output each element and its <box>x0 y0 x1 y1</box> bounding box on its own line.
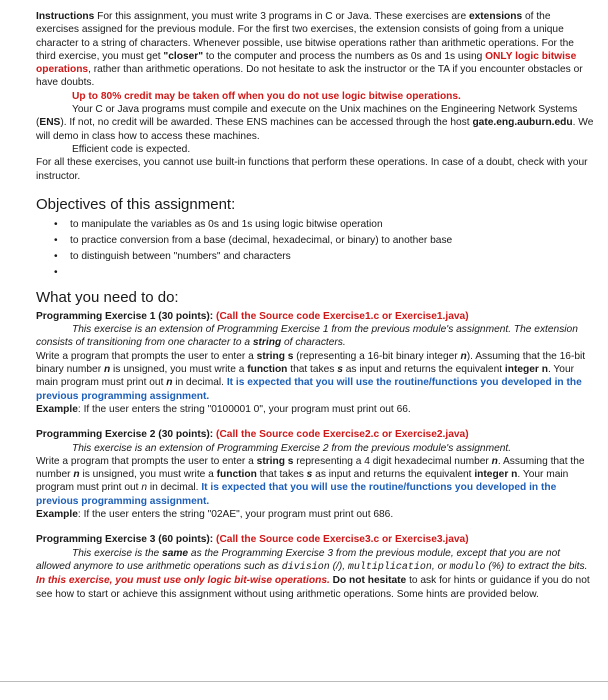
text: as the Programming Exercise 3 from the previous module, except that you are not allowed anymore to use arithmetic operations such as <box>36 547 561 572</box>
exercise3-body <box>36 547 594 601</box>
text: ). Assuming that the 16-bit binary number <box>36 350 586 376</box>
text: . Assuming that the number <box>36 455 585 481</box>
text-bold: Do not hesitate <box>329 575 407 587</box>
source-filename: (Call the Source code Exercise3.c or Exercise3.java) <box>216 534 469 546</box>
text: : If the user enters the string "02AE", your program must print out 686. <box>77 509 394 521</box>
text: is unsigned, you must write a <box>79 469 217 481</box>
exercise2-title <box>36 428 594 441</box>
text: is unsigned, you must write a <box>110 364 248 376</box>
text-bold: n <box>491 455 498 467</box>
efficient-line: Efficient code is expected. <box>72 143 191 155</box>
text: as input and returns the equivalent <box>312 469 475 481</box>
text-bold: string s <box>256 455 294 467</box>
text: . We will demo in class how to access these machines. <box>36 117 594 142</box>
todo-heading: What you need to do: <box>36 288 179 306</box>
text-bold: integer n <box>474 469 518 481</box>
text-bold: Programming Exercise 1 (30 points): <box>36 310 217 322</box>
text: in decimal. <box>172 377 227 389</box>
text-bold: Programming Exercise 3 (60 points): <box>36 534 217 546</box>
list-item-text: to distinguish between "numbers" and characters <box>70 250 291 262</box>
text-bold: s <box>337 364 343 376</box>
text: to the computer and process the numbers as 0s and 1s using <box>203 50 486 62</box>
text-blue: It is expected that you will use the routine/functions you developed in the previous programming assignment. <box>36 482 557 507</box>
text-bold: n <box>103 364 111 376</box>
text: in decimal. <box>146 482 202 494</box>
code-text: modulo <box>449 561 486 573</box>
text: . Your main program must print out <box>36 469 569 494</box>
text-bold: string s <box>256 350 294 362</box>
text-bold: extensions <box>468 11 523 22</box>
bullet-icon: • <box>54 266 58 278</box>
text-bold: n <box>73 469 80 481</box>
list-item <box>54 217 594 233</box>
code-text: multiplication <box>347 561 432 573</box>
objectives-heading: Objectives of this assignment: <box>36 195 236 213</box>
text: representing a 4 digit hexadecimal number <box>293 455 492 467</box>
list-item-text: to manipulate the variables as 0s and 1s using logic bitwise operation <box>70 218 383 230</box>
text-bold: function <box>216 469 257 481</box>
exercise1-title <box>36 310 594 323</box>
bullet-icon: • <box>54 234 58 246</box>
exercise3-title <box>36 533 594 546</box>
text: This exercise is an extension of Programming Exercise 1 from the previous module's assignment. The extension consists of transitioning from one character to a <box>36 324 578 349</box>
exercise1-body <box>36 350 594 403</box>
text: that takes <box>287 364 338 376</box>
text: For this assignment, you must write 3 programs in C or Java. These exercises are <box>94 11 469 22</box>
text: (representing a 16-bit binary integer <box>293 350 461 362</box>
text-bold: n <box>166 377 173 389</box>
text: Write a program that prompts the user to enter a <box>36 350 257 362</box>
objectives-list <box>36 217 594 281</box>
text: to ask for hints or guidance if you do not see how to start or achieve this assignment without using arithmetic operations. Some hints are provided below. <box>36 575 590 600</box>
exercise2-intro <box>36 442 594 455</box>
builtin-paragraph: For all these exercises, you cannot use built-in functions that perform these operations. In case of a doubt, check with your instructor. <box>36 157 588 182</box>
text-bold: s <box>306 469 313 481</box>
exercise2-body <box>36 455 594 508</box>
source-filename: (Call the Source code Exercise2.c or Exercise2.java) <box>216 429 469 441</box>
ens-paragraph <box>36 103 594 143</box>
text: This exercise is an extension of Programming Exercise 2 from the previous module's assignment. <box>72 442 512 454</box>
text-bold: string <box>252 337 282 349</box>
text-red: ONLY logic bitwise operations <box>36 50 577 76</box>
bottom-divider <box>0 681 608 682</box>
text-bold: n <box>460 350 467 362</box>
text: (/), <box>329 560 348 572</box>
source-filename: (Call the Source code Exercise1.c or Exercise1.java) <box>216 310 469 322</box>
text-bold: function <box>247 364 288 376</box>
text-bold: "closer" <box>163 50 204 62</box>
text-bold: integer n <box>504 364 548 376</box>
text-red: In this exercise, you must use only logic bit-wise operations. <box>36 575 330 587</box>
exercise1-intro <box>36 323 594 350</box>
instructions-label: Instructions <box>36 11 95 22</box>
exercise1-example <box>36 403 594 416</box>
code-text: division <box>281 561 330 573</box>
text: ). If not, no credit will be awarded. These ENS machines can be accessed through the host <box>60 117 473 129</box>
list-item-text: to practice conversion from a base (decimal, hexadecimal, or binary) to another base <box>70 234 453 246</box>
text: as input and returns the equivalent <box>342 364 505 376</box>
text-bold: Programming Exercise 2 (30 points): <box>36 429 217 441</box>
text-bold: Example <box>36 403 78 415</box>
text: that takes <box>256 469 307 481</box>
text: (%) to extract the bits. <box>485 560 588 572</box>
list-item <box>54 265 594 281</box>
text: Write a program that prompts the user to enter a <box>36 455 257 467</box>
list-item <box>54 233 594 249</box>
bullet-icon: • <box>54 218 58 230</box>
text: n <box>141 482 147 494</box>
text-bold: ENS <box>39 117 61 129</box>
warning-text: Up to 80% credit may be taken off when you do not use logic bitwise operations. <box>72 90 461 102</box>
text-bold: Example <box>36 509 78 521</box>
text-blue: It is expected that you will use the routine/functions you developed in the previous programming assignment. <box>36 377 582 402</box>
text: Your C or Java programs must compile and execute on the Unix machines on the Engineering Network Systems ( <box>36 104 578 129</box>
warning-line <box>36 90 594 103</box>
text: : If the user enters the string "0100001 0", your program must print out 66. <box>77 403 411 415</box>
exercise2-example <box>36 508 594 521</box>
host-name: gate.eng.auburn.edu <box>472 117 573 129</box>
text: This exercise is the <box>72 547 163 559</box>
bullet-icon: • <box>54 250 58 262</box>
text-bold: same <box>162 547 189 559</box>
text: , rather than arithmetic operations. Do not hesitate to ask the instructor or the TA if you encounter obstacles or have doubts. <box>36 64 583 89</box>
text: of characters. <box>281 337 346 349</box>
text: of the exercises assigned for the previous module. For the first two exercises, the extension consists of going from a unique character to a string of characters. Whenever possible, use bitwise operations rather than arithmetic operations. For the third exercise, you must get <box>36 11 574 62</box>
text: , or <box>431 560 450 572</box>
instructions-paragraph <box>36 10 594 90</box>
list-item <box>54 249 594 265</box>
text: . Your main program must print out <box>36 364 574 389</box>
